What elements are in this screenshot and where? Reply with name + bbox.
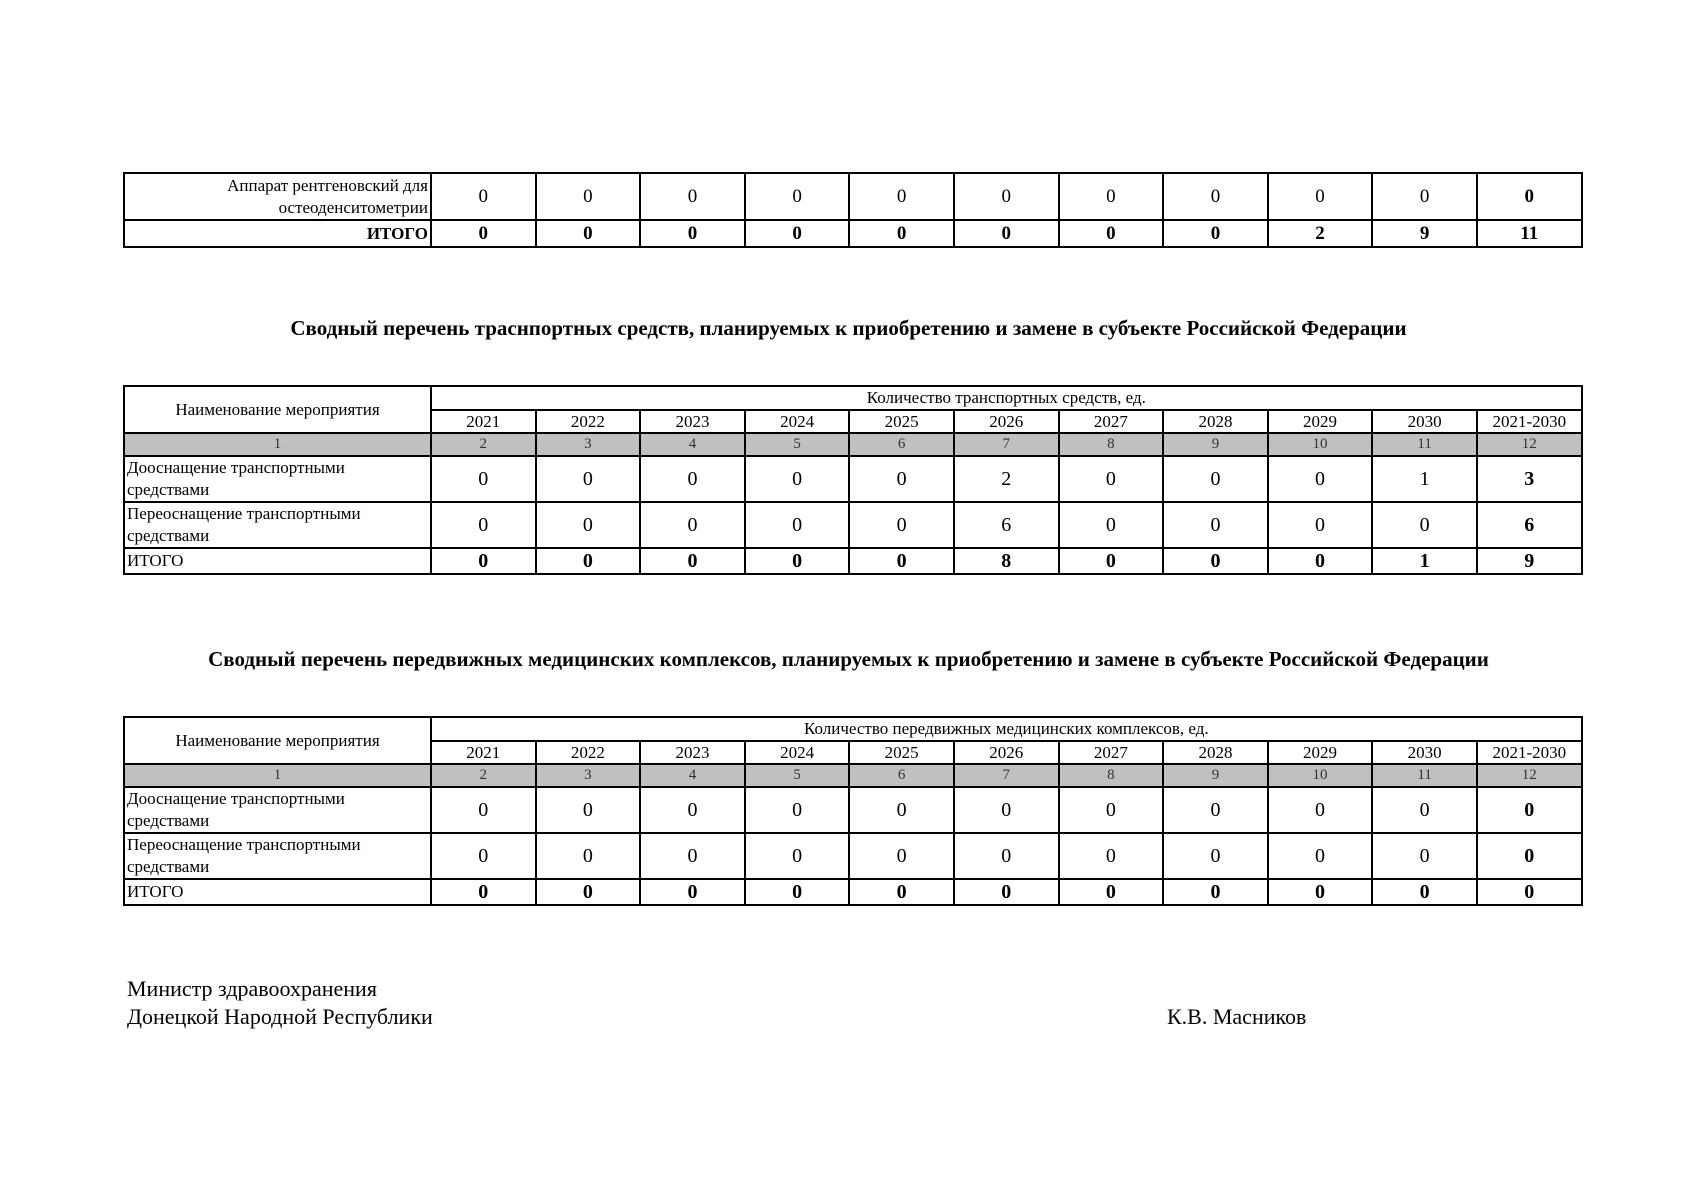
year-header: 2021 xyxy=(431,741,536,764)
signature-position-line1: Министр здравоохранения xyxy=(127,976,377,1001)
mobile-complex-section-title: Сводный перечень передвижных медицинских комплексов, планируемых к приобретению и замене в субъекте Российской Федерации xyxy=(208,647,1489,671)
year-header: 2021-2030 xyxy=(1477,741,1582,764)
year-header: 2021 xyxy=(431,410,536,433)
table-cell: 0 xyxy=(1268,833,1373,879)
column-number: 3 xyxy=(536,764,641,787)
table-cell: 0 xyxy=(1372,833,1477,879)
table-cell: 0 xyxy=(640,833,745,879)
total-cell: 8 xyxy=(954,548,1059,574)
column-number: 2 xyxy=(431,433,536,456)
column-number: 1 xyxy=(124,433,431,456)
name-column-header: Наименование мероприятия xyxy=(124,386,431,433)
year-header: 2021-2030 xyxy=(1477,410,1582,433)
table-cell: 0 xyxy=(849,787,954,833)
column-number: 5 xyxy=(745,433,850,456)
table-cell: 0 xyxy=(1163,787,1268,833)
row-label: Переоснащение транспортными средствами xyxy=(124,502,431,548)
table-cell: 0 xyxy=(1372,502,1477,548)
year-header: 2023 xyxy=(640,741,745,764)
table-row xyxy=(124,787,1582,833)
year-header: 2029 xyxy=(1268,741,1373,764)
total-cell: 0 xyxy=(431,548,536,574)
total-cell: 0 xyxy=(849,548,954,574)
table-cell: 0 xyxy=(1059,456,1164,502)
table-cell: 0 xyxy=(1059,502,1164,548)
table-cell: 0 xyxy=(640,456,745,502)
row-total-cell: 0 xyxy=(1477,833,1582,879)
column-number: 6 xyxy=(849,433,954,456)
total-cell: 1 xyxy=(1372,548,1477,574)
table-cell: 0 xyxy=(1059,833,1164,879)
transport-section-title: Сводный перечень траснпортных средств, планируемых к приобретению и замене в субъекте Российской Федерации xyxy=(290,316,1407,340)
year-header: 2025 xyxy=(849,741,954,764)
table-cell: 0 xyxy=(536,502,641,548)
total-cell: 0 xyxy=(1268,879,1373,905)
table-cell: 2 xyxy=(954,456,1059,502)
total-cell: 0 xyxy=(1059,879,1164,905)
year-header: 2026 xyxy=(954,410,1059,433)
total-row xyxy=(124,879,1582,905)
total-cell: 0 xyxy=(536,879,641,905)
column-number: 8 xyxy=(1059,764,1164,787)
column-number: 6 xyxy=(849,764,954,787)
table-cell: 0 xyxy=(1268,456,1373,502)
table-cell: 0 xyxy=(849,456,954,502)
year-header: 2029 xyxy=(1268,410,1373,433)
total-cell: 0 xyxy=(954,879,1059,905)
total-cell: 0 xyxy=(640,879,745,905)
column-number: 4 xyxy=(640,433,745,456)
table-cell: 0 xyxy=(431,456,536,502)
table-cell: 0 xyxy=(1059,173,1164,220)
year-header: 2024 xyxy=(745,741,850,764)
table-cell: 9 xyxy=(1372,220,1477,247)
table-cell: 0 xyxy=(849,502,954,548)
year-header: 2026 xyxy=(954,741,1059,764)
table-cell: 0 xyxy=(1372,173,1477,220)
total-cell: 0 xyxy=(1372,879,1477,905)
total-cell: 0 xyxy=(1163,879,1268,905)
total-cell: 0 xyxy=(1059,548,1164,574)
table-cell: 0 xyxy=(640,787,745,833)
column-number: 3 xyxy=(536,433,641,456)
year-header: 2030 xyxy=(1372,410,1477,433)
row-label: Переоснащение транспортными средствами xyxy=(124,833,431,879)
column-number: 4 xyxy=(640,764,745,787)
table-cell: 0 xyxy=(431,833,536,879)
table-row xyxy=(124,456,1582,502)
column-number: 1 xyxy=(124,764,431,787)
table-cell: 0 xyxy=(745,502,850,548)
row-label: ИТОГО xyxy=(124,220,431,247)
table-cell: 0 xyxy=(536,833,641,879)
table-cell: 0 xyxy=(954,173,1059,220)
table-cell: 0 xyxy=(431,220,536,247)
column-number: 2 xyxy=(431,764,536,787)
year-header: 2027 xyxy=(1059,410,1164,433)
table-cell: 0 xyxy=(1372,787,1477,833)
column-number: 12 xyxy=(1477,764,1582,787)
table-cell: 0 xyxy=(954,833,1059,879)
column-number: 10 xyxy=(1268,433,1373,456)
table-cell: 0 xyxy=(745,456,850,502)
year-header: 2023 xyxy=(640,410,745,433)
total-cell: 0 xyxy=(431,879,536,905)
grand-total-cell: 9 xyxy=(1477,548,1582,574)
table-cell: 0 xyxy=(1268,502,1373,548)
table-cell: 0 xyxy=(745,220,850,247)
row-total-cell: 0 xyxy=(1477,173,1582,220)
column-number: 10 xyxy=(1268,764,1373,787)
total-row-label: ИТОГО xyxy=(124,879,431,905)
table-cell: 0 xyxy=(1163,833,1268,879)
year-header: 2025 xyxy=(849,410,954,433)
column-number: 9 xyxy=(1163,433,1268,456)
year-header: 2022 xyxy=(536,741,641,764)
total-cell: 0 xyxy=(1268,548,1373,574)
quantity-group-header: Количество транспортных средств, ед. xyxy=(431,386,1582,410)
column-number: 8 xyxy=(1059,433,1164,456)
table-cell: 0 xyxy=(536,456,641,502)
table-cell: 0 xyxy=(1163,456,1268,502)
column-number: 7 xyxy=(954,764,1059,787)
table-cell: 6 xyxy=(954,502,1059,548)
table-cell: 0 xyxy=(745,173,850,220)
table-cell: 0 xyxy=(640,502,745,548)
row-total-cell: 3 xyxy=(1477,456,1582,502)
total-cell: 0 xyxy=(745,879,850,905)
row-total-cell: 11 xyxy=(1477,220,1582,247)
table-cell: 0 xyxy=(1268,173,1373,220)
table-cell: 2 xyxy=(1268,220,1373,247)
total-row-label: ИТОГО xyxy=(124,548,431,574)
table-cell: 1 xyxy=(1372,456,1477,502)
table-cell: 0 xyxy=(849,220,954,247)
year-header: 2028 xyxy=(1163,741,1268,764)
table-cell: 0 xyxy=(1268,787,1373,833)
year-header: 2028 xyxy=(1163,410,1268,433)
table-cell: 0 xyxy=(1163,173,1268,220)
year-header: 2022 xyxy=(536,410,641,433)
table-row xyxy=(124,220,1582,247)
row-total-cell: 6 xyxy=(1477,502,1582,548)
column-numbers-row xyxy=(124,764,1582,787)
name-column-header: Наименование мероприятия xyxy=(124,717,431,764)
column-number: 9 xyxy=(1163,764,1268,787)
table-cell: 0 xyxy=(640,173,745,220)
table-cell: 0 xyxy=(1059,220,1164,247)
row-label: Аппарат рентгеновский для остеоденситометрии xyxy=(124,173,431,220)
total-cell: 0 xyxy=(745,548,850,574)
table-cell: 0 xyxy=(849,833,954,879)
table-cell: 0 xyxy=(431,502,536,548)
header-row xyxy=(124,717,1582,741)
mobile-complex-table xyxy=(123,716,1583,906)
table-cell: 0 xyxy=(431,787,536,833)
column-number: 7 xyxy=(954,433,1059,456)
equipment-table-continuation xyxy=(123,172,1583,248)
column-number: 12 xyxy=(1477,433,1582,456)
row-label: Дооснащение транспортными средствами xyxy=(124,787,431,833)
table-row xyxy=(124,173,1582,220)
table-cell: 0 xyxy=(1163,220,1268,247)
table-cell: 0 xyxy=(536,220,641,247)
year-header: 2027 xyxy=(1059,741,1164,764)
signature-position-line2: Донецкой Народной Республики xyxy=(127,1004,433,1029)
table-cell: 0 xyxy=(431,173,536,220)
column-number: 11 xyxy=(1372,764,1477,787)
column-number: 11 xyxy=(1372,433,1477,456)
table-cell: 0 xyxy=(745,833,850,879)
table-cell: 0 xyxy=(536,787,641,833)
table-cell: 0 xyxy=(640,220,745,247)
column-number: 5 xyxy=(745,764,850,787)
table-cell: 0 xyxy=(849,173,954,220)
row-total-cell: 0 xyxy=(1477,787,1582,833)
quantity-group-header: Количество передвижных медицинских комплексов, ед. xyxy=(431,717,1582,741)
signature-position xyxy=(127,975,433,1031)
total-cell: 0 xyxy=(536,548,641,574)
table-cell: 0 xyxy=(954,787,1059,833)
signature-name: К.В. Масников xyxy=(1167,1004,1307,1029)
total-row xyxy=(124,548,1582,574)
total-cell: 0 xyxy=(640,548,745,574)
table-cell: 0 xyxy=(1163,502,1268,548)
transport-table xyxy=(123,385,1583,575)
table-cell: 0 xyxy=(745,787,850,833)
row-label: Дооснащение транспортными средствами xyxy=(124,456,431,502)
total-cell: 0 xyxy=(849,879,954,905)
table-cell: 0 xyxy=(954,220,1059,247)
year-header: 2030 xyxy=(1372,741,1477,764)
table-cell: 0 xyxy=(1059,787,1164,833)
grand-total-cell: 0 xyxy=(1477,879,1582,905)
year-header: 2024 xyxy=(745,410,850,433)
table-row xyxy=(124,502,1582,548)
total-cell: 0 xyxy=(1163,548,1268,574)
header-row xyxy=(124,386,1582,410)
table-row xyxy=(124,833,1582,879)
table-cell: 0 xyxy=(536,173,641,220)
column-numbers-row xyxy=(124,433,1582,456)
